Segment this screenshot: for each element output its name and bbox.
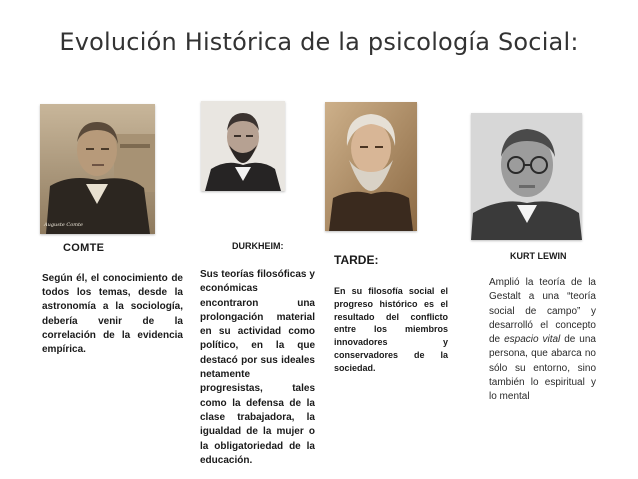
lewin-portrait — [471, 113, 582, 240]
lewin-bio-text-end: de una persona, que abarca no sólo su entorno, sino también lo espiritual y lo mental — [489, 334, 596, 403]
durkheim-name: DURKHEIM: — [232, 241, 284, 251]
comte-portrait — [40, 104, 155, 234]
slide-title: Evolución Histórica de la psicología Social: — [59, 28, 579, 56]
lewin-bio-emphasis: espacio vital — [504, 334, 561, 346]
lewin-bio — [489, 276, 596, 405]
lewin-name: KURT LEWIN — [510, 251, 567, 261]
comte-name: COMTE — [63, 242, 105, 254]
durkheim-bio: Sus teorías filosóficas y económicas encontraron una prolongación material en su actividad como político, en la que destacó por sus ideales netamente progresistas, tales como la defensa de la clase trabajadora, la igualdad de la mujer o la obligatoriedad de la educación. — [200, 269, 315, 466]
comte-bio: Según él, el conocimiento de todos los temas, desde la astronomía a la sociología, debería venir de la correlación de la evidencia empírica. — [42, 273, 183, 356]
tarde-bio: En su filosofía social el progreso histórico es el resultado del conflicto entre los miembros innovadores y conservadores de la sociedad. — [334, 286, 448, 373]
tarde-portrait — [325, 102, 417, 231]
tarde-name: TARDE: — [334, 253, 379, 267]
comte-photo-caption: Auguste Comte — [44, 222, 83, 228]
lewin-bio-text: Amplió la teoría de la Gestalt a una “teoría social de campo” y desarrolló el concepto de — [489, 277, 596, 346]
durkheim-portrait — [201, 101, 285, 191]
